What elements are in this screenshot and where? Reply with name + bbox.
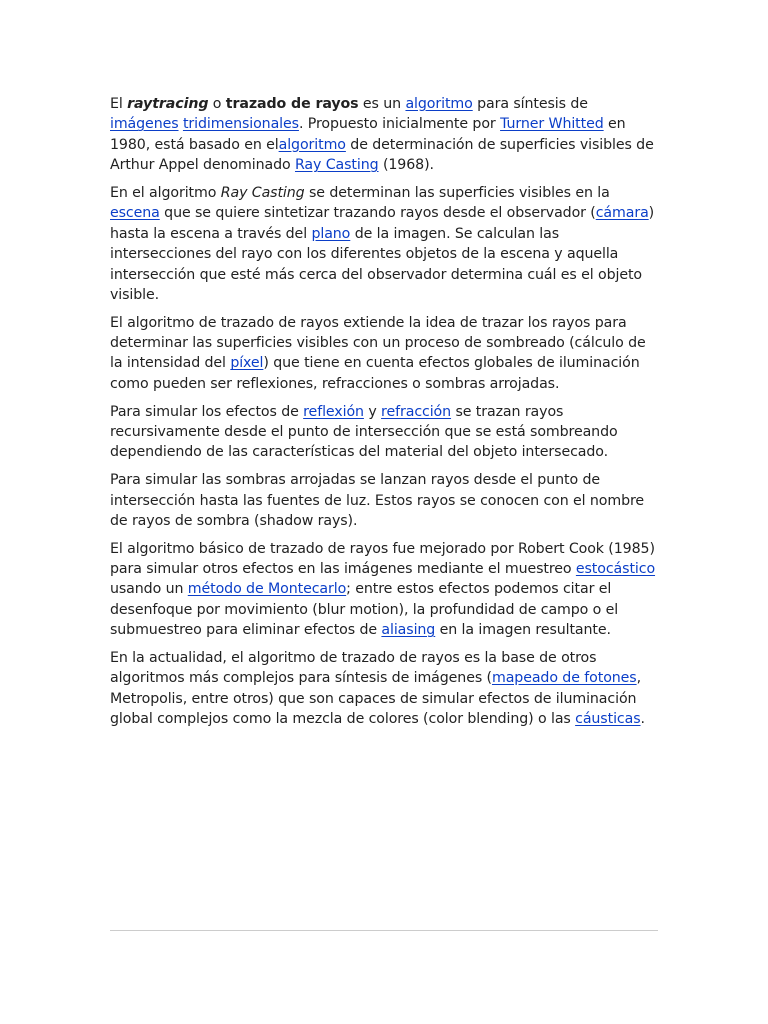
link-cáusticas[interactable]: cáusticas bbox=[575, 711, 641, 728]
link-mapeado-de-fotones[interactable]: mapeado de fotones bbox=[491, 670, 637, 687]
text-run: . Propuesto inicialmente por bbox=[298, 116, 501, 133]
link-turner-whitted[interactable]: Turner Whitted bbox=[500, 116, 604, 133]
text-run: ; entre estos efectos podemos citar el desenfoque por movimiento (blur motion), la profundidad de campo o el submuestreo para eliminar efectos de bbox=[110, 581, 619, 639]
text-run: En el algoritmo bbox=[110, 184, 221, 201]
text-run: ) hasta la escena a través del bbox=[110, 205, 655, 242]
link-ray-casting[interactable]: Ray Casting bbox=[294, 157, 379, 174]
footer-divider bbox=[110, 930, 658, 931]
link-cámara[interactable]: cámara bbox=[595, 205, 649, 222]
text-run: . bbox=[640, 711, 645, 728]
text-run: El algoritmo de trazado de rayos extiende la idea de trazar los rayos para determinar las superficies visibles con un proceso de sombreado (cálculo de la intensidad del bbox=[110, 314, 646, 372]
text-run: En la actualidad, el algoritmo de trazado de rayos es la base de otros algoritmos más complejos para síntesis de imágenes ( bbox=[110, 649, 597, 687]
text-run: de la imagen. Se calculan las intersecciones del rayo con los diferentes objetos de la escena y aquella intersección que esté más cerca del observador determina cuál es el objeto visible. bbox=[110, 225, 642, 303]
link-reflexión[interactable]: reflexión bbox=[303, 403, 364, 420]
link-método-de-montecarlo[interactable]: método de Montecarlo bbox=[187, 581, 347, 598]
text-run: , Metropolis, entre otros) que son capaces de simular efectos de iluminación global complejos como la mezcla de colores (color blending) o las bbox=[110, 670, 642, 728]
paragraph-3 bbox=[110, 313, 658, 395]
paragraph-4 bbox=[110, 402, 658, 463]
link-refracción[interactable]: refracción bbox=[381, 403, 452, 420]
paragraph-2 bbox=[110, 183, 658, 305]
text-run: El bbox=[110, 96, 128, 112]
bold-italic-term: raytracing bbox=[127, 96, 209, 112]
text-run: es un bbox=[358, 96, 406, 112]
text-run: en la imagen resultante. bbox=[435, 622, 611, 639]
link-imágenes[interactable]: imágenes bbox=[110, 116, 179, 133]
text-run: se trazan rayos recursivamente desde el punto de intersección que se está sombreando dependiendo de las características del material del objeto intersecado. bbox=[110, 403, 618, 461]
text-run: El algoritmo básico de trazado de rayos fue mejorado por Robert Cook (1985) para simular otros efectos en las imágenes mediante el muestreo bbox=[110, 540, 655, 578]
text-run: Para simular las sombras arrojadas se lanzan rayos desde el punto de intersección hasta las fuentes de luz. Estos rayos se conocen con el nombre de rayos de sombra (shadow rays). bbox=[110, 472, 645, 529]
text-run: en 1980, está basado en el bbox=[110, 116, 626, 153]
link-algoritmo[interactable]: algoritmo bbox=[405, 96, 473, 112]
paragraph-5 bbox=[110, 470, 658, 531]
link-algoritmo[interactable]: algoritmo bbox=[278, 136, 346, 153]
text-run: que se quiere sintetizar trazando rayos desde el observador ( bbox=[159, 205, 596, 222]
italic-term: Ray Casting bbox=[220, 184, 305, 201]
paragraph-7 bbox=[110, 648, 658, 730]
text-run: o bbox=[208, 96, 226, 112]
text-run: usando un bbox=[110, 581, 188, 598]
text-run: se determinan las superficies visibles en la bbox=[304, 184, 610, 201]
text-run: para síntesis de bbox=[472, 96, 588, 112]
paragraph-1 bbox=[110, 94, 658, 176]
text-run: (1968). bbox=[378, 157, 434, 174]
link-escena[interactable]: escena bbox=[110, 205, 160, 222]
bold-term: trazado de rayos bbox=[225, 96, 359, 112]
link-tridimensionales[interactable]: tridimensionales bbox=[182, 116, 299, 133]
link-aliasing[interactable]: aliasing bbox=[381, 622, 436, 639]
text-run: y bbox=[363, 403, 382, 420]
article-body bbox=[110, 94, 658, 737]
text-run: de determinación de superficies visibles de Arthur Appel denominado bbox=[110, 136, 654, 174]
link-plano[interactable]: plano bbox=[311, 225, 351, 242]
text-run: ) que tiene en cuenta efectos globales de iluminación como pueden ser reflexiones, refracciones o sombras arrojadas. bbox=[110, 355, 640, 392]
paragraph-6 bbox=[110, 539, 658, 641]
text-run: Para simular los efectos de bbox=[110, 403, 304, 420]
link-píxel[interactable]: píxel bbox=[230, 355, 264, 372]
link-estocástico[interactable]: estocástico bbox=[575, 561, 656, 578]
